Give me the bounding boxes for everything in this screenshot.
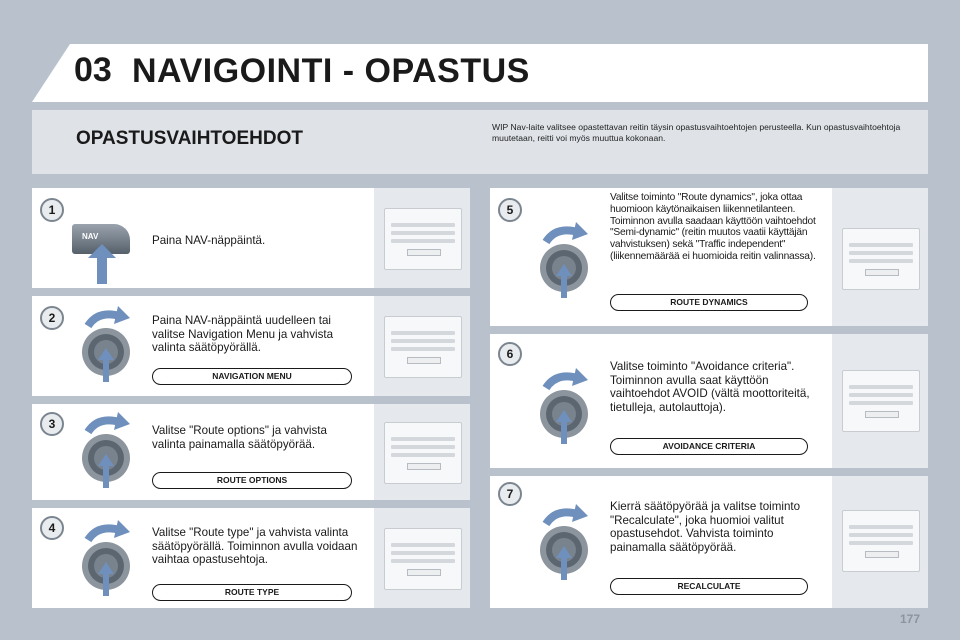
step-2-text: Paina NAV-näppäintä uudelleen tai valitse Navigation Menu ja vahvista valinta säätöpyörällä. <box>152 314 334 354</box>
nav-key-icon: NAV <box>72 224 130 254</box>
step-7-text: Kierrä säätöpyörää ja valitse toiminto "Recalculate", joka huomioi valitut opastusehdot. Vahvista toiminto painamalla säätöpyörää. <box>610 500 801 554</box>
rotary-knob-icon <box>536 502 592 582</box>
step-4-text: Valitse "Route type" ja vahvista valinta säätöpyörällä. Toiminnon avulla voidaan vaihtaa opastusehtoja. <box>152 526 358 566</box>
page-title: NAVIGOINTI - OPASTUS <box>132 52 530 90</box>
step-3-text: Valitse "Route options" ja vahvista valinta painamalla säätöpyörää. <box>152 424 327 451</box>
step-1-badge: 1 <box>40 198 64 222</box>
step-7-radio-device <box>842 510 920 572</box>
step-2-radio-device <box>384 316 462 378</box>
step-4-radio-device <box>384 528 462 590</box>
step-1-radio-device <box>384 208 462 270</box>
step-2-badge: 2 <box>40 306 64 330</box>
section-title: OPASTUSVAIHTOEHDOT <box>76 128 303 149</box>
step-4-badge: 4 <box>40 516 64 540</box>
step-5-badge: 5 <box>498 198 522 222</box>
chapter-number: 03 <box>74 51 112 89</box>
header-corner <box>32 44 70 102</box>
section-intro: WIP Nav-laite valitsee opastettavan reitin täysin opastusvaihtoehtojen perusteella. Kun opastusvaihtoehtoja muutetaan, reitti voi myös muuttua kokonaan. <box>492 122 901 143</box>
route-dynamics-label: ROUTE DYNAMICS <box>610 294 808 311</box>
route-options-label: ROUTE OPTIONS <box>152 472 352 489</box>
rotary-knob-icon <box>536 366 592 446</box>
arrow-up-icon <box>88 244 116 284</box>
step-1-text: Paina NAV-näppäintä. <box>152 234 266 247</box>
navigation-menu-label: NAVIGATION MENU <box>152 368 352 385</box>
step-3-badge: 3 <box>40 412 64 436</box>
rotary-knob-icon <box>78 410 134 490</box>
rotary-knob-icon <box>78 304 134 384</box>
step-5-text: Valitse toiminto "Route dynamics", joka ottaa huomioon käytönaikaisen liikennetilanteen. Toiminnon avulla saadaan käyttöön vaihtoehdot "Semi-dynamic" (reitin muutos vaatii käyttäjän vahvistuksen) sekä "Traffic independent" (liikennemäärää ei huomioida reitin valinnassa). <box>610 192 816 262</box>
rotary-knob-icon <box>78 518 134 598</box>
step-6-text: Valitse toiminto "Avoidance criteria". Toiminnon avulla saat käyttöön vaihtoehdot AVOID (vältä moottoriteitä, tietulleja, autolauttoja). <box>610 360 810 414</box>
step-6-badge: 6 <box>498 342 522 366</box>
page-number: 177 <box>900 612 921 626</box>
step-7-badge: 7 <box>498 482 522 506</box>
avoidance-criteria-label: AVOIDANCE CRITERIA <box>610 438 808 455</box>
rotary-knob-icon <box>536 220 592 300</box>
step-5-radio-device <box>842 228 920 290</box>
step-3-radio-device <box>384 422 462 484</box>
step-6-radio-device <box>842 370 920 432</box>
recalculate-label: RECALCULATE <box>610 578 808 595</box>
route-type-label: ROUTE TYPE <box>152 584 352 601</box>
